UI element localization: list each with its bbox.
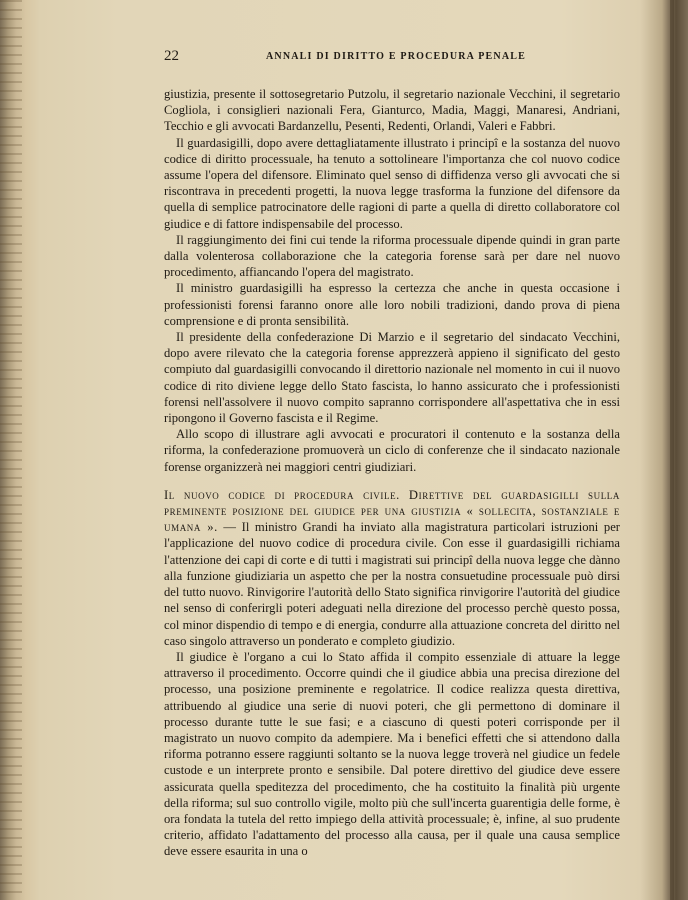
paragraph: Il ministro guardasigilli ha espresso la certezza che anche in questa occasione i professionisti forensi faranno onore alle loro nobili tradizioni, dando prova di piena comprensione e di pronta sensibilità. <box>164 281 620 328</box>
paragraph: Il raggiungimento dei fini cui tende la riforma processuale dipende quindi in gran parte dalla volenterosa collaborazione che la categoria forense sarà per dare nel nuovo procedimento, affiancando l'opera del magistrato. <box>164 232 620 280</box>
book-gutter <box>0 0 22 900</box>
paragraph: giustizia, presente il sottosegretario Putzolu, il segretario nazionale Vecchini, il segretario Cogliola, i consiglieri nazionali Fera, Gianturco, Madia, Maggi, Manaresi, Andriani, Tecchio e gli avvocati Bardanzellu, Pesenti, Redenti, Orlandi, Valeri e Fabbri. <box>164 87 620 134</box>
page-number: 22 <box>164 48 179 64</box>
page-edge-shadow <box>670 0 674 900</box>
paragraph: Allo scopo di illustrare agli avvocati e procuratori il contenuto e la sostanza della riforma, la confederazione promuoverà un ciclo di conferenze che il sindacato nazionale forense organizzerà nei maggiori centri giudiziari. <box>164 427 620 474</box>
page-content <box>164 48 620 860</box>
paragraph: Il giudice è l'organo a cui lo Stato affida il compito essenziale di attuare la legge attraverso il procedimento. Occorre quindi che il giudice abbia una precisa direzione del processo, una posizione preminente e regolatrice. Il codice realizza questa direttiva, attribuendo al giudice una serie di nuovi poteri, che gli permettono di dominare il processo durante tutte le sue fasi; e a ciascuno di questi poteri corrisponde per il magistrato un nuovo compito da adempiere. Ma i benefici effetti che si attendono dalla riforma potranno essere raggiunti soltanto se la nuova legge troverà nel giudice un fedele custode e un interprete pronto e sensibile. Dal potere direttivo del giudice deve essere assicurata quella speditezza del procedimento, che ha costituito la finalità più urgente della riforma; sul suo controllo vigile, molto più che sull'incerta guarentigia delle forme, è ora fondata la tutela del retto impiego della attività processuale; è, infine, al suo prudente criterio, affidato l'adattamento del processo alla causa, per il quale una causa semplice deve essere esaurita in una o <box>164 649 620 859</box>
section-intro: — Il ministro Grandi ha inviato alla magistratura particolari istruzioni per l'applicazione del nuovo codice di procedura civile. Con esse il guardasigilli richiama l'attenzione dei capi di corte e di tutti i magistrati sui principî della nuova legge che dànno alla funzione giudiziaria un aspetto che per la nostra consuetudine processuale può dirsi del tutto nuovo. Rinvigorire l'autorità dello Stato significa rinvigorire l'autorità del giudice nel senso di conferirgli poteri adeguati nella direzione del processo perchè questo possa, col minor dispendio di tempo e di energia, condurre alla attuazione concreta del diritto nel caso singolo attraverso un ponderato e completo giudizio. <box>164 520 620 648</box>
section-heading: Il nuovo codice di procedura civile. Direttive del guardasigilli sulla preminente posizione del giudice per una giustizia « sollecita, sostanziale e umana ». <box>164 487 620 535</box>
section-paragraph <box>164 487 620 649</box>
paragraph: Il guardasigilli, dopo avere dettagliatamente illustrato i principî e la sostanza del nuovo codice di diritto processuale, ha tenuto a sottolineare l'importanza che col nuovo codice assume l'opera del difensore. Eliminato quel senso di diffidenza verso gli avvocati che si riscontrava in precedenti progetti, la nuova legge trasforma la funzione del difensore da quella di semplice patrocinatore delle ragioni di parte a quella di diretto collaboratore col giudice e di fattore indispensabile del processo. <box>164 135 620 231</box>
running-title: ANNALI DI DIRITTO E PROCEDURA PENALE <box>266 51 526 62</box>
page-header <box>164 48 620 70</box>
article-body <box>164 86 620 860</box>
paragraph: Il presidente della confederazione Di Marzio e il segretario del sindacato Vecchini, dopo avere rilevato che la categoria forense apprezzerà appieno il significato del gesto compiuto dal guardasigilli convocando il direttorio nazionale nel momento in cui il nuovo codice di rito diviene legge dello Stato fascista, lo hanno assicurato che i professionisti forensi nell'assolvere il nuovo compito sapranno corrispondere all'aspettativa che in essi ripongono il Governo fascista e il Regime. <box>164 330 620 426</box>
